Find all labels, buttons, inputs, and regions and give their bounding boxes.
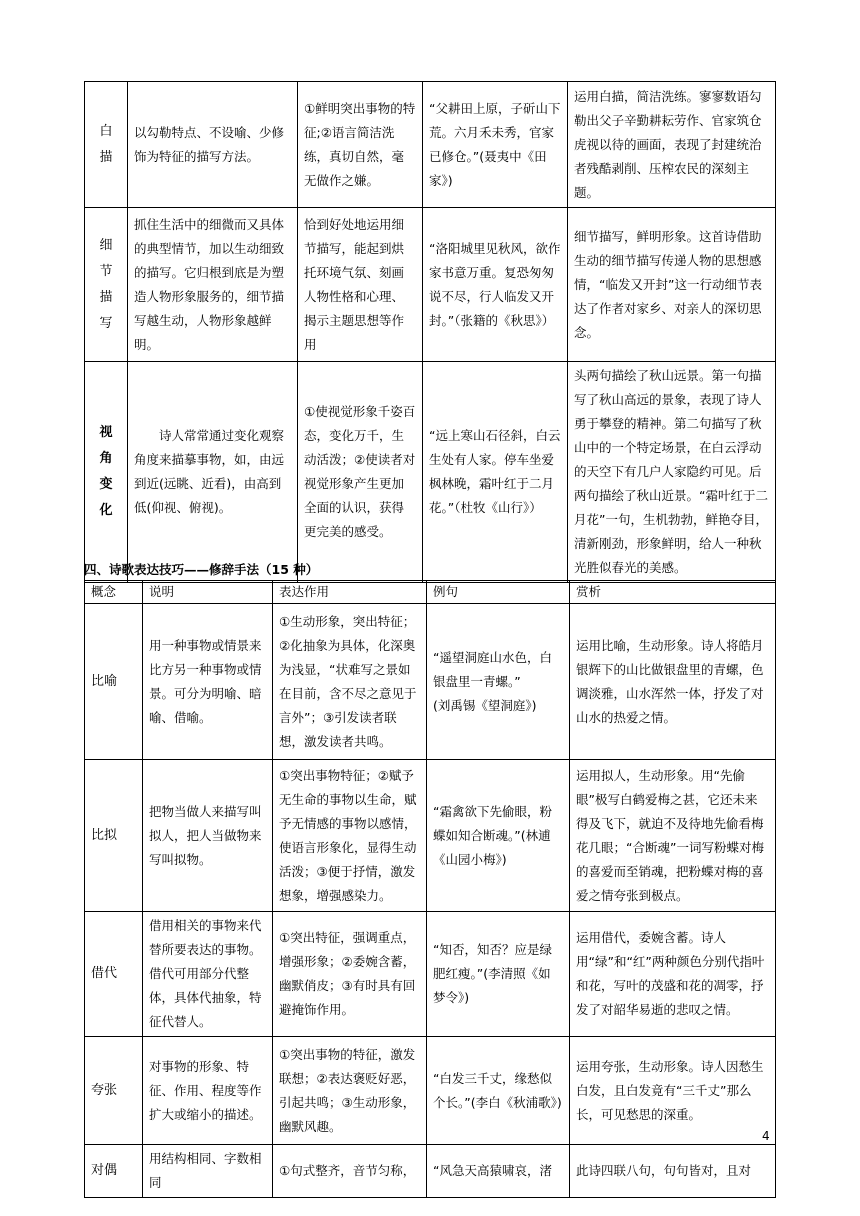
term-cell: 比喻: [85, 604, 143, 760]
example-cell: “知否，知否？应是绿肥红瘦。”(李清照《如梦令》): [427, 912, 570, 1037]
description-cell: 用结构相同、字数相同: [143, 1145, 273, 1198]
analysis-cell: 运用拟人，生动形象。用“先偷眼”极写白鹤爱梅之甚，它还未来得及飞下，就迫不及待地先偷看梅花几眼；“合断魂”一词写粉蝶对梅的喜爱而至销魂，把粉蝶对梅的喜爱之情夸张到极点。: [570, 760, 776, 912]
description-cell: 用一种事物或情景来比方另一种事物或情景。可分为明喻、暗喻、借喻。: [143, 604, 273, 760]
term-cell: [85, 362, 128, 583]
description-cell: 诗人常常通过变化观察角度来描摹事物，如，由远到近(远眺、近看)，由高到低(仰视、俯视)。: [128, 362, 298, 583]
example-cell: “远上寒山石径斜，白云生处有人家。停车坐爱枫林晚，霜叶红于二月花。”（杜牧《山行》）: [423, 362, 568, 583]
section-title: 四、诗歌表达技巧——修辞手法（15 种）: [84, 562, 319, 577]
example-cell: “白发三千丈，缘愁似个长。”(李白《秋浦歌》): [427, 1037, 570, 1145]
term-text: 白 描: [99, 123, 113, 165]
example-cell: “霜禽欲下先偷眼，粉蝶如知合断魂。”(林逋《山园小梅》): [427, 760, 570, 912]
effect-cell: ①突出事物的特征，激发联想；②表达褒贬好恶，引起共鸣；③生动形象，幽默风趣。: [273, 1037, 427, 1145]
term-cell: [85, 208, 128, 362]
effect-cell: ①突出特征，强调重点，增强形象；②委婉含蓄，幽默俏皮；③有时具有回避掩饰作用。: [273, 912, 427, 1037]
table-row: [85, 760, 776, 912]
term-cell: 借代: [85, 912, 143, 1037]
description-cell: 把物当做人来描写叫拟人，把人当做物来写叫拟物。: [143, 760, 273, 912]
effect-cell: 恰到好处地运用细节描写，能起到烘托环境气氛、刻画人物性格和心理、揭示主题思想等作用: [298, 208, 423, 362]
example-cell: “父耕田上原，子斫山下荒。六月禾未秀，官家已修仓。”(聂夷中《田家》): [423, 82, 568, 208]
analysis-cell: 细节描写，鲜明形象。这首诗借助生动的细节描写传递人物的思想感情，“临发又开封”这一行动细节表达了作者对家乡、对亲人的深切思念。: [568, 208, 776, 362]
term-text: 视 角 变 化: [99, 425, 113, 518]
analysis-cell: 头两句描绘了秋山远景。第一句描写了秋山高远的景象，表现了诗人勇于攀登的精神。第二句描写了秋山中的一个特定场景，在白云浮动的天空下有几户人家隐约可见。后两句描绘了秋山近景。“霜叶红于二月花”一句，生机勃勃，鲜艳夺目，清新刚劲，形象鲜明，给人一种秋光胜似春光的美感。: [568, 362, 776, 583]
analysis-cell: 运用借代，委婉含蓄。诗人用“绿”和“红”两种颜色分别代指叶和花，写叶的茂盛和花的凋零，抒发了对韶华易逝的悲叹之情。: [570, 912, 776, 1037]
table-row: [85, 208, 776, 362]
effect-cell: ①突出事物特征；②赋予无生命的事物以生命，赋予无情感的事物以感情，使语言形象化，显得生动活泼；③便于抒情，激发想象，增强感染力。: [273, 760, 427, 912]
term-cell: 比拟: [85, 760, 143, 912]
analysis-cell: 运用比喻，生动形象。诗人将皓月银辉下的山比做银盘里的青螺，色调淡雅，山水浑然一体，抒发了对山水的热爱之情。: [570, 604, 776, 760]
header-analysis: 赏析: [570, 581, 776, 604]
description-cell: 以勾勒特点、不设喻、少修饰为特征的描写方法。: [128, 82, 298, 208]
example-cell: [427, 604, 570, 760]
table-row: [85, 1145, 776, 1198]
description-techniques-table: [84, 81, 776, 583]
header-effect: 表达作用: [273, 581, 427, 604]
example-text: “遥望洞庭山水色，白银盘里一青螺。” (刘禹锡《望洞庭》): [433, 649, 552, 713]
table-row: [85, 912, 776, 1037]
description-cell: 借用相关的事物来代替所要表达的事物。借代可用部分代整体，具体代抽象，特征代替人。: [143, 912, 273, 1037]
analysis-cell: 此诗四联八句，句句皆对，且对: [570, 1145, 776, 1198]
effect-cell: ①鲜明突出事物的特征;②语言简洁洗练，真切自然，毫无做作之嫌。: [298, 82, 423, 208]
example-cell: “洛阳城里见秋风，欲作家书意万重。复恐匆匆说不尽，行人临发又开封。”（张籍的《秋思》）: [423, 208, 568, 362]
effect-cell: ①句式整齐，音节匀称，: [273, 1145, 427, 1198]
description-cell: 对事物的形象、特征、作用、程度等作扩大或缩小的描述。: [143, 1037, 273, 1145]
effect-cell: ①生动形象，突出特征；②化抽象为具体，化深奥为浅显，“状难写之景如在目前，含不尽之意见于言外”；③引发读者联想，激发读者共鸣。: [273, 604, 427, 760]
table-row: [85, 82, 776, 208]
header-example: 例句: [427, 581, 570, 604]
header-concept: 概念: [85, 581, 143, 604]
effect-cell: ①使视觉形象千姿百态，变化万千，生动活泼；②使读者对视觉形象产生更加全面的认识，获得更完美的感受。: [298, 362, 423, 583]
header-row: [85, 581, 776, 604]
analysis-cell: 运用白描，简洁洗练。寥寥数语勾勒出父子辛勤耕耘劳作、官家筑仓虎视以待的画面，表现了封建统治者残酷剥削、压榨农民的深刻主题。: [568, 82, 776, 208]
table-row: [85, 1037, 776, 1145]
example-cell: “风急天高猿啸哀，渚: [427, 1145, 570, 1198]
table-row: [85, 362, 776, 583]
table-row: [85, 604, 776, 760]
term-cell: 对偶: [85, 1145, 143, 1198]
page-number: 4: [762, 1129, 770, 1143]
header-explanation: 说明: [143, 581, 273, 604]
term-text: 细 节 描 写: [99, 237, 113, 331]
rhetorical-devices-table: [84, 580, 776, 1198]
term-cell: 夸张: [85, 1037, 143, 1145]
term-cell: [85, 82, 128, 208]
analysis-cell: 运用夸张，生动形象。诗人因愁生白发，且白发竟有“三千丈”那么长，可见愁思的深重。: [570, 1037, 776, 1145]
description-cell: 抓住生活中的细微而又具体的典型情节，加以生动细致的描写。它归根到底是为塑造人物形象服务的，细节描写越生动，人物形象越鲜明。: [128, 208, 298, 362]
